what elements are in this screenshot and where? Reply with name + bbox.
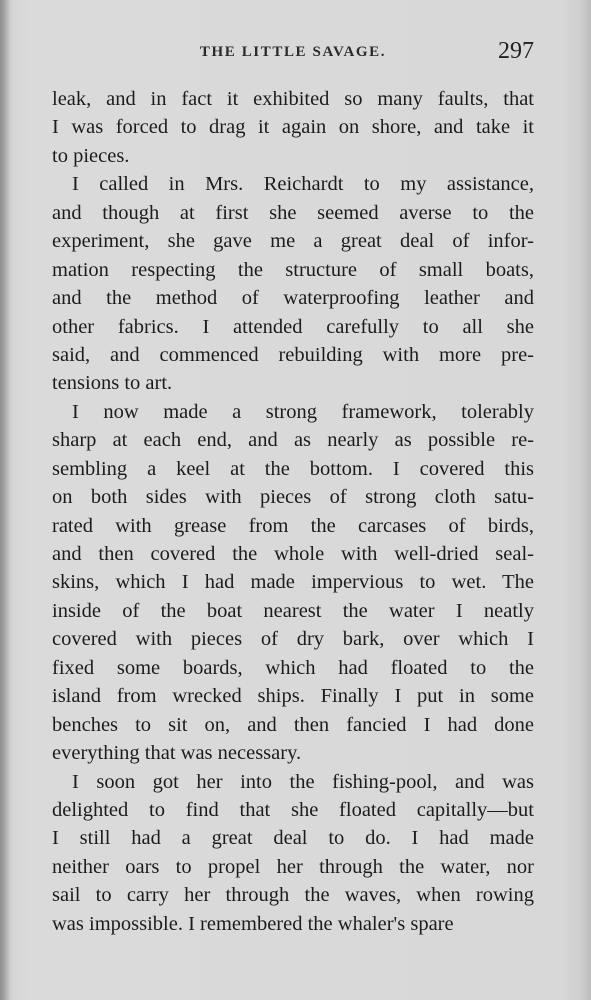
- text-line: inside of the boat nearest the water I neatly: [52, 599, 534, 622]
- text-line: skins, which I had made impervious to wet. The: [52, 571, 534, 594]
- text-line: said, and commenced rebuilding with more pre-: [52, 343, 534, 366]
- text-line: sembling a keel at the bottom. I covered this: [52, 457, 534, 480]
- running-title: THE LITTLE SAVAGE.: [199, 44, 387, 60]
- paragraph: [52, 768, 534, 939]
- text-line: and though at first she seemed averse to the: [52, 201, 534, 224]
- text-line: on both sides with pieces of strong cloth satu-: [52, 486, 534, 509]
- text-line: I was forced to drag it again on shore, and take it: [52, 116, 534, 139]
- text-line: and the method of waterproofing leather and: [52, 287, 534, 310]
- text-line: to pieces.: [52, 144, 130, 167]
- text-line: was impossible. I remembered the whaler's spare: [52, 912, 454, 935]
- text-line: I called in Mrs. Reichardt to my assistance,: [72, 173, 534, 196]
- text-line: sharp at each end, and as nearly as possible re-: [52, 429, 534, 452]
- text-line: neither oars to propel her through the water, nor: [52, 855, 534, 878]
- text-line: I soon got her into the fishing-pool, and was: [72, 770, 534, 793]
- text-line: I now made a strong framework, tolerably: [72, 400, 534, 423]
- text-line: everything that was necessary.: [52, 742, 302, 765]
- text-line: mation respecting the structure of small boats,: [52, 258, 534, 281]
- page-number: 297: [498, 38, 534, 64]
- gutter-shadow: [0, 0, 10, 1000]
- paragraph: [52, 170, 534, 398]
- text-line: benches to sit on, and then fancied I had done: [52, 713, 534, 736]
- text-line: rated with grease from the carcases of birds,: [52, 514, 534, 537]
- text-line: I still had a great deal to do. I had made: [52, 827, 534, 850]
- paragraph: [52, 398, 534, 768]
- text-line: covered with pieces of dry bark, over which I: [52, 628, 534, 651]
- text-line: delighted to find that she floated capitally—but: [52, 798, 534, 821]
- paragraph: [52, 85, 534, 170]
- text-line: experiment, she gave me a great deal of infor-: [52, 230, 534, 253]
- text-line: and then covered the whole with well-dried seal-: [52, 543, 534, 565]
- body-text: [52, 85, 534, 938]
- text-line: island from wrecked ships. Finally I put in some: [52, 685, 534, 708]
- text-line: sail to carry her through the waves, when rowing: [52, 884, 534, 907]
- text-line: other fabrics. I attended carefully to all she: [52, 315, 534, 338]
- running-head: [52, 38, 534, 68]
- text-line: leak, and in fact it exhibited so many faults, that: [52, 88, 534, 110]
- text-line: fixed some boards, which had floated to the: [52, 656, 534, 679]
- text-line: tensions to art.: [52, 372, 173, 395]
